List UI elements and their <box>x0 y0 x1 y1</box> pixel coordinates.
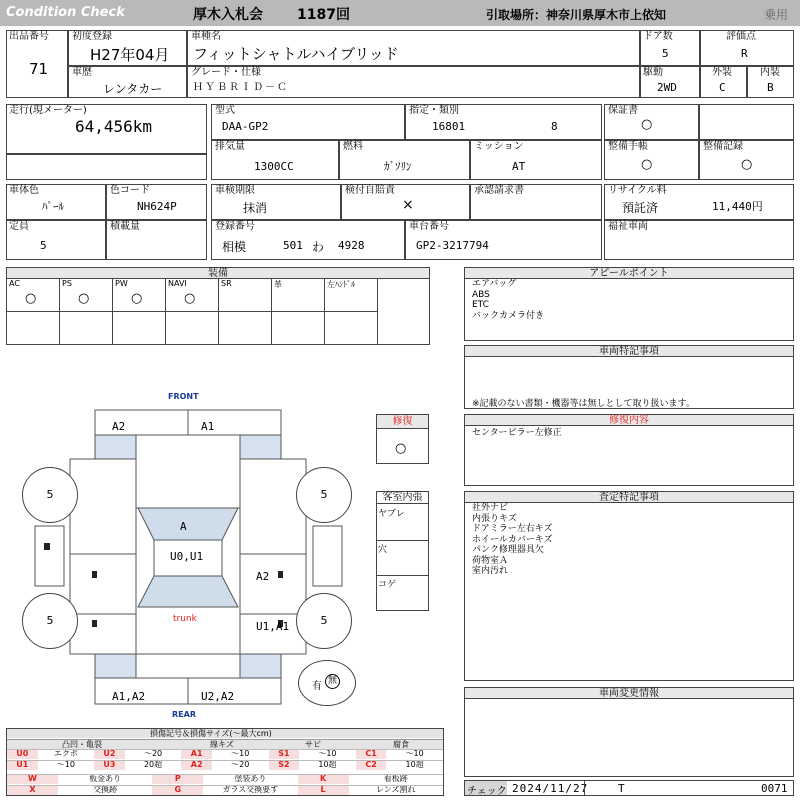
check-code: 0071 <box>761 782 788 795</box>
fuel-value: ｶﾞｿﾘﾝ <box>384 160 412 173</box>
int-value: B <box>767 81 774 94</box>
model-value: フィットシャトルハイブリッド <box>193 45 399 63</box>
legend-title: 損傷記号＆損傷サイズ(～最大cm) <box>150 729 272 738</box>
history-label: 車歴 <box>72 67 92 78</box>
regno-number: 4928 <box>338 239 365 252</box>
warranty-label: 保証書 <box>608 105 638 116</box>
maint-record-label: 整備記録 <box>703 141 743 152</box>
assessment-line: 内張りキズ <box>472 513 517 524</box>
equipment-empty-cell <box>60 312 113 344</box>
capacity-label: 定員 <box>9 221 29 232</box>
equipment-empty-cell <box>272 312 325 344</box>
equipment-cell <box>219 279 272 312</box>
type-value: DAA-GP2 <box>222 120 269 133</box>
legend-desc: レンズ割れ <box>375 785 416 794</box>
equipment-mark: ○ <box>131 291 143 306</box>
legend-desc: 10超 <box>318 760 337 769</box>
first-reg-value: H27年04月 <box>90 46 170 64</box>
assessment-list <box>472 503 553 577</box>
lot-number: 71 <box>29 60 49 78</box>
appeal-list <box>472 279 544 321</box>
chassis-value: GP2-3217794 <box>416 239 489 252</box>
interior-item-ana: 穴 <box>378 545 388 555</box>
legend-code: U0 <box>7 749 38 759</box>
mileage-label: 走行(現メーター) <box>9 105 87 116</box>
equipment-empty-cell <box>113 312 166 344</box>
appeal-line: バックカメラ付き <box>472 310 545 321</box>
doors-value: 5 <box>662 47 669 60</box>
trunk-label: trunk <box>173 614 197 624</box>
legend-code: S2 <box>269 760 300 770</box>
tire-rear-right: 5 <box>296 593 352 649</box>
damage-rear-right: U2,A2 <box>201 690 235 703</box>
displacement-label: 排気量 <box>215 141 245 152</box>
drive-value: 2WD <box>657 81 677 94</box>
special-note: ※記載のない書類・機器等は無しとして取り扱います。 <box>472 399 695 409</box>
equipment-title: 装備 <box>7 268 429 279</box>
equipment-cell <box>325 279 378 312</box>
equipment-cell <box>60 279 113 312</box>
spare-label: 有 <box>312 681 322 692</box>
legend-desc: 20超 <box>143 760 163 769</box>
recycle-status: 預託済 <box>622 201 659 215</box>
regno-area: 相模 <box>222 240 247 254</box>
legend-code: X <box>7 785 58 795</box>
warranty-extra-box <box>699 104 794 140</box>
equipment-name: AC <box>9 279 20 288</box>
first-reg-label: 初度登録 <box>72 31 112 42</box>
grade-label: グレード・仕様 <box>191 67 261 78</box>
legend-code: A2 <box>181 760 212 770</box>
change-title: 車両変更情報 <box>465 688 793 699</box>
equipment-cell <box>166 279 219 312</box>
legend-row-divider <box>7 785 443 786</box>
approval-label: 承認請求書 <box>474 185 524 196</box>
tire-front-right: 5 <box>296 467 352 523</box>
equipment-empty-cell <box>219 312 272 344</box>
auction-name: 厚木入札会 <box>193 7 263 23</box>
insurance-label: 検付自賠責 <box>345 185 395 196</box>
damage-right-side: A2 <box>256 570 270 583</box>
appeal-title: アピールポイント <box>465 268 793 279</box>
legend-desc: 看板跡 <box>383 774 408 783</box>
equipment-name: NAVI <box>168 279 187 288</box>
legend-desc: 塗装あり <box>234 774 267 783</box>
equipment-mark: ○ <box>184 291 196 306</box>
damage-hood: A <box>180 520 187 533</box>
load-label: 積載量 <box>110 221 140 232</box>
repair-content-title: 修復内容 <box>465 415 793 426</box>
class-number: 8 <box>551 120 558 133</box>
legend-code: U1 <box>7 760 38 770</box>
legend-code: K <box>298 774 349 784</box>
legend-code: C2 <box>356 760 387 770</box>
legend-code: U2 <box>94 749 125 759</box>
color-code-value: NH624P <box>137 200 177 213</box>
mileage-sub-box <box>6 154 207 180</box>
interior-item-koge: コゲ <box>378 580 397 590</box>
legend-code: U3 <box>94 760 125 770</box>
special-title: 車両特記事項 <box>465 346 793 357</box>
legend-row-divider <box>7 774 443 775</box>
color-value: ﾊﾟｰﾙ <box>42 200 64 213</box>
doors-label: ドア数 <box>643 31 673 42</box>
assessment-line: 社外ナビ <box>472 503 509 513</box>
legend-code: L <box>298 785 349 795</box>
equipment-mark: ○ <box>25 291 37 306</box>
recycle-fee: 11,440円 <box>712 200 763 213</box>
rear-label: REAR <box>172 710 196 719</box>
tire-rear-left: 5 <box>22 593 78 649</box>
check-date: 2024/11/27 <box>512 782 589 795</box>
interior-item-yabure: ヤブレ <box>378 509 405 519</box>
assessment-line: 室内汚れ <box>472 566 509 576</box>
tire-front-left: 5 <box>22 467 78 523</box>
color-code-label: 色コード <box>110 185 150 196</box>
legend-desc: ～20 <box>231 760 250 769</box>
equipment-empty-cell <box>325 312 378 344</box>
equipment-name: SR <box>221 279 232 288</box>
assessment-line: 荷物室Ａ <box>472 555 509 566</box>
front-label: FRONT <box>168 392 199 401</box>
equipment-empty-cell <box>166 312 219 344</box>
equipment-cell <box>113 279 166 312</box>
repair-label: 修復 <box>377 415 428 429</box>
spare-mark: 無 <box>325 674 340 689</box>
mileage-value: 64,456km <box>75 117 153 136</box>
capacity-value: 5 <box>40 239 47 252</box>
repair-content: センターピラー左修正 <box>472 428 562 438</box>
legend-desc: 交換跡 <box>93 785 118 794</box>
pickup-location: 引取場所：神奈川県厚木市上依知 <box>486 8 667 22</box>
interior-divider <box>376 540 429 541</box>
score-label: 評価点 <box>726 31 756 42</box>
interior-divider <box>376 575 429 576</box>
legend-desc: エクボ <box>53 749 78 758</box>
score-value: R <box>741 47 748 60</box>
equipment-mark: ○ <box>78 291 90 306</box>
legend-row-divider <box>7 749 443 750</box>
equipment-cell <box>272 279 325 312</box>
maint-book-mark: ○ <box>641 157 653 172</box>
chassis-label: 車台番号 <box>409 221 449 232</box>
legend-desc: ガラス交換要す <box>222 785 279 794</box>
damage-front-right: A1 <box>201 420 215 433</box>
type-label: 型式 <box>215 105 235 116</box>
ext-label: 外装 <box>712 67 732 78</box>
maint-record-mark: ○ <box>741 157 753 172</box>
check-divider <box>584 781 585 795</box>
check-label: チェック <box>467 786 507 797</box>
legend-code: W <box>7 774 58 784</box>
model-label: 車種名 <box>191 31 221 42</box>
equipment-name: 左ﾊﾝﾄﾞﾙ <box>327 280 355 289</box>
regno-class: 501 <box>283 239 303 252</box>
regno-kana: わ <box>312 240 325 254</box>
insurance-mark: × <box>402 197 414 213</box>
designation-value: 16801 <box>432 120 466 133</box>
equipment-name: PW <box>115 279 128 288</box>
repair-mark: ○ <box>395 441 407 456</box>
welfare-label: 福祉車両 <box>608 221 648 232</box>
damage-right-rear: U1,A1 <box>256 620 290 633</box>
legend-desc: ～10 <box>405 749 424 758</box>
drive-label: 駆動 <box>643 67 663 78</box>
inspection-value: 抹消 <box>243 201 268 215</box>
int-label: 内装 <box>760 67 780 78</box>
legend-code: G <box>152 785 203 795</box>
legend-desc: ～20 <box>143 749 163 758</box>
grade-value: ＨＹＢＲＩＤ－Ｃ <box>193 82 289 93</box>
car-class: 乗用 <box>764 8 789 22</box>
regno-label: 登録番号 <box>215 221 255 232</box>
assessment-line: ドアミラー左右キズ <box>472 524 553 534</box>
appeal-line: ABS <box>472 289 490 300</box>
displacement-value: 1300CC <box>254 160 294 173</box>
check-inspector: T <box>618 782 625 795</box>
lot-label: 出品番号 <box>9 31 49 42</box>
inspection-label: 車検期限 <box>215 185 255 196</box>
fuel-label: 燃料 <box>343 141 363 152</box>
interior-title: 客室内張 <box>377 492 428 504</box>
damage-front-left: A2 <box>112 420 126 433</box>
legend-desc: ～10 <box>56 760 75 769</box>
equipment-name: 革 <box>274 280 282 289</box>
legend-code: A1 <box>181 749 212 759</box>
legend-code: S1 <box>269 749 300 759</box>
equipment-empty-cell <box>7 312 60 344</box>
legend-desc: 10超 <box>405 760 424 769</box>
damage-roof: U0,U1 <box>170 550 204 563</box>
legend-desc: 板金あり <box>89 774 122 783</box>
ext-value: C <box>719 81 726 94</box>
color-label: 車体色 <box>9 185 39 196</box>
legend-code: P <box>152 774 203 784</box>
warranty-mark: ○ <box>641 117 653 132</box>
condition-check-title: Condition Check <box>6 5 125 20</box>
mission-value: AT <box>512 160 526 173</box>
legend-desc: ～10 <box>231 749 250 758</box>
appeal-line: ETC <box>472 300 489 310</box>
maint-book-label: 整備手帳 <box>608 141 648 152</box>
legend-code: C1 <box>356 749 387 759</box>
damage-rear-left: A1,A2 <box>112 690 146 703</box>
recycle-label: リサイクル料 <box>608 185 667 196</box>
assessment-line: ホイールカバーキズ <box>472 534 553 545</box>
legend-group-rust: サビ <box>305 740 321 749</box>
assessment-title: 査定特記事項 <box>465 492 793 503</box>
designation-label: 指定・類別 <box>409 105 459 116</box>
legend-desc: ～10 <box>318 749 337 758</box>
equipment-cell <box>7 279 60 312</box>
history-value: レンタカー <box>103 82 163 96</box>
legend-row-divider <box>7 760 443 761</box>
auction-number: 1187回 <box>297 7 350 23</box>
legend-group-corrosion: 腐食 <box>393 740 409 749</box>
legend-group-dent: 凸凹・亀裂 <box>62 740 102 749</box>
change-box <box>464 687 794 777</box>
equipment-name: PS <box>62 279 72 288</box>
assessment-line: パンク修理器具欠 <box>472 545 544 555</box>
appeal-line: エアバッグ <box>472 279 517 289</box>
mission-label: ミッション <box>474 141 524 152</box>
legend-group-scratch: 線キズ <box>210 740 234 749</box>
